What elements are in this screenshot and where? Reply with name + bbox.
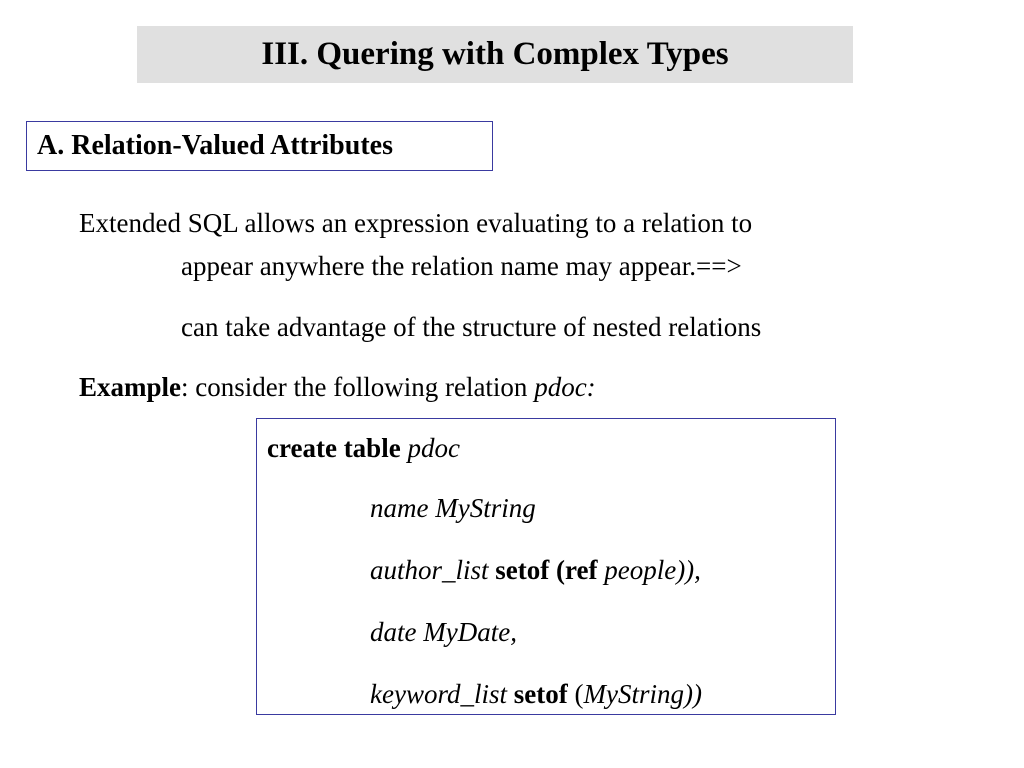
code-line-create [267,435,460,462]
paragraph-line-3: can take advantage of the structure of nested relations [181,312,762,342]
code-line-name: name MyString [370,493,536,523]
paragraph-line-2: appear anywhere the relation name may appear.==> [181,251,742,281]
keyword-open-paren: ( [567,679,584,709]
example-line [79,374,596,401]
author-setof-keyword: setof (ref [495,555,605,585]
example-label: Example [79,372,182,402]
slide-title-banner [137,26,853,83]
code-line-keyword [370,681,702,708]
author-attr: author_list [370,555,496,585]
keyword-attr: keyword_list [370,679,514,709]
code-block [256,418,836,715]
example-text: : consider the following relation [181,372,535,402]
slide-title: III. Quering with Complex Types [261,36,729,72]
table-name: pdoc [400,433,460,463]
section-heading: A. Relation-Valued Attributes [37,130,393,161]
keyword-type: MyString)) [583,679,702,709]
example-relation-name: pdoc: [534,372,596,402]
create-table-keyword: create table [267,433,401,463]
section-heading-box [26,121,493,171]
code-line-author [370,557,701,584]
author-type: people)), [604,555,701,585]
code-line-date: date MyDate, [370,617,517,647]
keyword-setof-keyword: setof [513,679,568,709]
paragraph-line-1: Extended SQL allows an expression evaluating to a relation to [79,208,753,238]
